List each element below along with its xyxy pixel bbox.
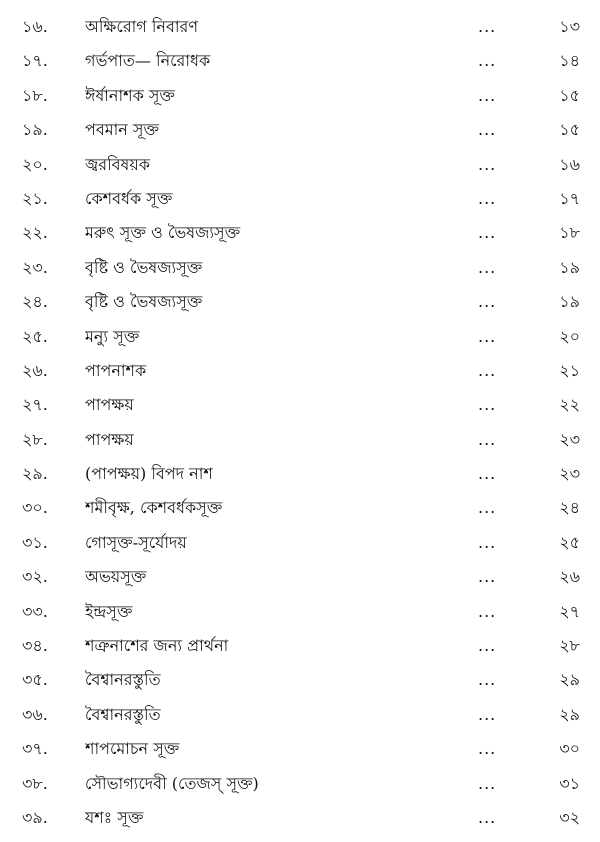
entry-number: ৩২. — [22, 567, 48, 587]
entry-number: ২৪. — [22, 292, 48, 312]
leader-dots: ... — [478, 188, 497, 208]
entry-number: ২৩. — [22, 257, 48, 277]
toc-entry — [0, 560, 600, 594]
entry-number: ৩০. — [22, 498, 48, 518]
entry-title: পাপক্ষয় — [85, 395, 134, 415]
entry-page-number: ২৯ — [559, 704, 580, 724]
entry-page-number: ১৬ — [559, 154, 580, 174]
entry-number: ১৮. — [22, 85, 48, 105]
toc-entry — [0, 801, 600, 835]
entry-number: ৩৪. — [22, 636, 48, 656]
leader-dots: ... — [478, 120, 497, 140]
leader-dots: ... — [478, 51, 497, 71]
entry-page-number: ২৮ — [559, 636, 580, 656]
entry-title: পবমান সূক্ত — [85, 120, 160, 140]
entry-title: মন্যু সূক্ত — [85, 326, 140, 346]
leader-dots: ... — [478, 636, 497, 656]
entry-title: জ্বরবিষয়ক — [85, 154, 150, 174]
entry-page-number: ১৭ — [559, 188, 580, 208]
entry-number: ২৫. — [22, 326, 48, 346]
entry-page-number: ২৯ — [559, 670, 580, 690]
toc-entry — [0, 182, 600, 216]
entry-title: ইন্দ্রসূক্ত — [85, 601, 133, 621]
entry-title: গোসূক্ত-সূর্যোদয় — [85, 532, 187, 552]
toc-entry — [0, 285, 600, 319]
entry-title: সৌভাগ্যদেবী (তেজস্ সূক্ত) — [85, 773, 259, 793]
entry-number: ২৯. — [22, 464, 48, 484]
entry-page-number: ২৩ — [559, 464, 580, 484]
entry-title: পাপনাশক — [85, 360, 147, 380]
entry-title: যশঃ সূক্ত — [85, 807, 144, 827]
leader-dots: ... — [478, 395, 497, 415]
entry-title: বৃষ্টি ও ভৈষজ্যসূক্ত — [85, 292, 203, 312]
entry-page-number: ২৪ — [559, 498, 580, 518]
entry-page-number: ১৫ — [559, 85, 580, 105]
toc-entry — [0, 423, 600, 457]
entry-title: গর্ভপাত— নিরোধক — [85, 51, 211, 71]
entry-title: অভয়সূক্ত — [85, 567, 147, 587]
entry-number: ১৯. — [22, 120, 48, 140]
entry-number: ৩৫. — [22, 670, 48, 690]
entry-number: ৩৮. — [22, 773, 48, 793]
toc-entry — [0, 698, 600, 732]
entry-title: শত্রুনাশের জন্য প্রার্থনা — [85, 636, 229, 656]
entry-title: কেশবর্ধক সূক্ত — [85, 188, 173, 208]
leader-dots: ... — [478, 292, 497, 312]
entry-title: শমীবৃক্ষ, কেশবর্ধকসূক্ত — [85, 498, 223, 518]
entry-page-number: ১৩ — [559, 17, 580, 36]
entry-page-number: ১৯ — [559, 257, 580, 277]
entry-page-number: ১৫ — [559, 120, 580, 140]
entry-page-number: ২০ — [559, 326, 580, 346]
toc-entry — [0, 320, 600, 354]
toc-entry — [0, 595, 600, 629]
toc-entry — [0, 79, 600, 113]
entry-number: ২৮. — [22, 429, 48, 449]
entry-number: ১৭. — [22, 51, 48, 71]
leader-dots: ... — [478, 532, 497, 552]
entry-number: ২১. — [22, 188, 48, 208]
leader-dots: ... — [478, 670, 497, 690]
entry-number: ৩৯. — [22, 807, 48, 827]
toc-entry — [0, 629, 600, 663]
entry-page-number: ৩০ — [559, 739, 580, 759]
entry-number: ১৬. — [22, 17, 48, 36]
toc-entry — [0, 457, 600, 491]
leader-dots: ... — [478, 567, 497, 587]
entry-title: পাপক্ষয় — [85, 429, 134, 449]
leader-dots: ... — [478, 464, 497, 484]
leader-dots: ... — [478, 704, 497, 724]
table-of-contents — [0, 10, 600, 835]
entry-page-number: ২৫ — [559, 532, 580, 552]
entry-title: বৃষ্টি ও ভৈষজ্যসূক্ত — [85, 257, 203, 277]
entry-number: ২২. — [22, 223, 48, 243]
toc-entry — [0, 388, 600, 422]
entry-number: ২৭. — [22, 395, 48, 415]
toc-entry — [0, 354, 600, 388]
entry-number: ৩৬. — [22, 704, 48, 724]
entry-title: ঈর্ষানাশক সূক্ত — [85, 85, 175, 105]
leader-dots: ... — [478, 429, 497, 449]
leader-dots: ... — [478, 739, 497, 759]
entry-title: বৈশ্বানরস্তুতি — [85, 670, 161, 690]
entry-page-number: ২৩ — [559, 429, 580, 449]
entry-page-number: ২২ — [559, 395, 580, 415]
leader-dots: ... — [478, 223, 497, 243]
entry-title: অক্ষিরোগ নিবারণ — [85, 17, 198, 36]
toc-entry — [0, 113, 600, 147]
entry-number: ৩১. — [22, 532, 48, 552]
entry-title: (পাপক্ষয়) বিপদ নাশ — [85, 464, 213, 484]
leader-dots: ... — [478, 773, 497, 793]
leader-dots: ... — [478, 154, 497, 174]
leader-dots: ... — [478, 360, 497, 380]
entry-number: ৩৩. — [22, 601, 48, 621]
entry-title: শাপমোচন সূক্ত — [85, 739, 180, 759]
entry-page-number: ১৪ — [559, 51, 580, 71]
toc-entry — [0, 251, 600, 285]
toc-entry — [0, 526, 600, 560]
entry-page-number: ১৯ — [559, 292, 580, 312]
entry-number: ২৬. — [22, 360, 48, 380]
entry-page-number: ২৭ — [559, 601, 580, 621]
leader-dots: ... — [478, 498, 497, 518]
entry-page-number: ২৬ — [559, 567, 580, 587]
leader-dots: ... — [478, 17, 497, 36]
entry-number: ৩৭. — [22, 739, 48, 759]
entry-title: বৈশ্বানরস্তুতি — [85, 704, 161, 724]
entry-page-number: ৩২ — [559, 807, 580, 827]
toc-entry — [0, 732, 600, 766]
entry-page-number: ৩১ — [559, 773, 580, 793]
toc-entry — [0, 491, 600, 525]
leader-dots: ... — [478, 807, 497, 827]
entry-page-number: ২১ — [559, 360, 580, 380]
toc-entry — [0, 148, 600, 182]
entry-title: মরুৎ সূক্ত ও ভৈষজ্যসূক্ত — [85, 223, 241, 243]
leader-dots: ... — [478, 85, 497, 105]
toc-entry — [0, 10, 600, 44]
leader-dots: ... — [478, 257, 497, 277]
toc-entry — [0, 44, 600, 78]
leader-dots: ... — [478, 326, 497, 346]
entry-number: ২০. — [22, 154, 48, 174]
toc-entry — [0, 216, 600, 250]
leader-dots: ... — [478, 601, 497, 621]
entry-page-number: ১৮ — [559, 223, 580, 243]
toc-entry — [0, 767, 600, 801]
toc-entry — [0, 663, 600, 697]
